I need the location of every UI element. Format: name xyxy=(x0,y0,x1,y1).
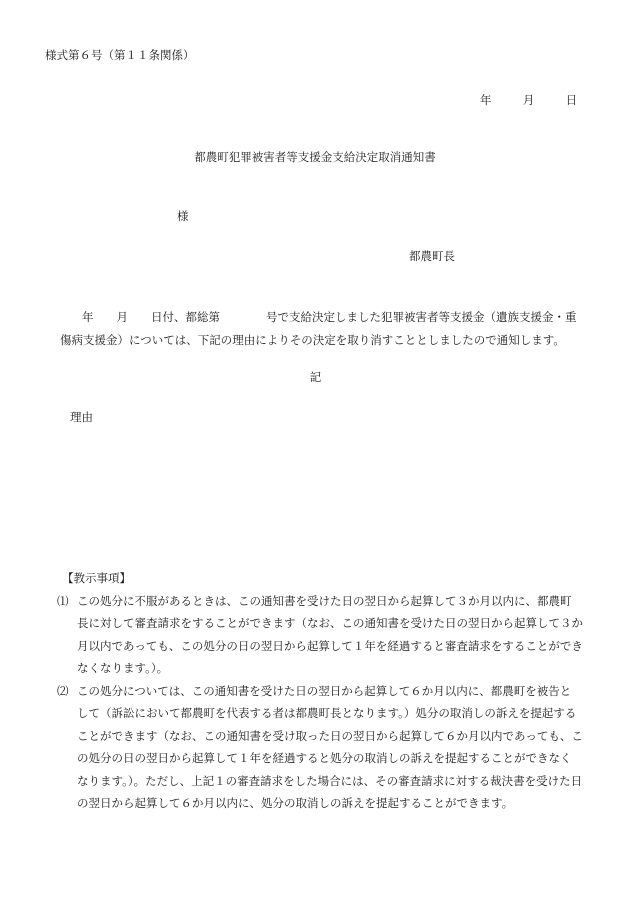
date-line xyxy=(480,94,577,108)
notice-item-line: の処分の日の翌日から起算して１年を経過すると処分の取消しの訴えを提起することができなく xyxy=(77,751,572,765)
notice-item-line: して（訴訟において都農町を代表する者は都農町長となります。）処分の取消しの訴えを提起する xyxy=(77,706,577,720)
notice-item-line: なります。）。ただし、上記１の審査請求をした場合には、その審査請求に対する裁決書を受けた日 xyxy=(77,773,583,788)
reason-label: 理由 xyxy=(70,410,93,424)
notice-heading: 【教示事項】 xyxy=(62,571,131,585)
addressee-suffix: 様 xyxy=(177,209,189,223)
notice-item-line: 長に対して審査請求をすることができます（なお、この通知書を受けた日の翌日から起算して３か xyxy=(77,616,583,630)
notice-item-1 xyxy=(52,590,592,680)
notification-body xyxy=(60,306,590,352)
notice-item-line: ことができます（なお、この通知書を受け取った日の翌日から起算して６か月以内であっても、こ xyxy=(77,728,583,743)
notice-item-number: ⑴ xyxy=(57,593,69,608)
body-line-2: 傷病支援金）については、下記の理由によりその決定を取り消すこととしましたので通知します。 xyxy=(60,333,565,347)
notice-item-line: この処分については、この通知書を受けた日の翌日から起算して６か月以内に、都農町を被告と xyxy=(77,683,572,698)
notice-item-line: この処分に不服があるときは、この通知書を受けた日の翌日から起算して３か月以内に、都農町 xyxy=(77,593,572,608)
notice-item-number: ⑵ xyxy=(57,683,69,698)
notice-item-line: 月以内であっても、この処分の日の翌日から起算して１年を経過すると審査請求をすることができ xyxy=(77,638,583,653)
ki-text: 記 xyxy=(309,370,322,384)
ki-marker xyxy=(0,371,630,385)
form-number: 様式第６号（第１１条関係） xyxy=(45,48,195,62)
sender-name: 都農町長 xyxy=(409,249,455,263)
body-line-1: 年 月 日付、都総第 号で支給決定しました犯罪被害者等支援金（遺族支援金・重 xyxy=(82,310,577,324)
document-title: 都農町犯罪被害者等支援金支給決定取消通知書 xyxy=(194,150,436,164)
date-year-label: 年 xyxy=(480,93,492,107)
notice-item-line: なくなります。）。 xyxy=(77,661,169,675)
notice-item-2 xyxy=(52,680,592,815)
notice-section xyxy=(52,567,592,815)
notice-item-line: の翌日から起算して６か月以内に、処分の取消しの訴えを提起することができます。 xyxy=(77,796,514,810)
date-day-label: 日 xyxy=(565,93,578,107)
date-month-label: 月 xyxy=(522,93,535,107)
